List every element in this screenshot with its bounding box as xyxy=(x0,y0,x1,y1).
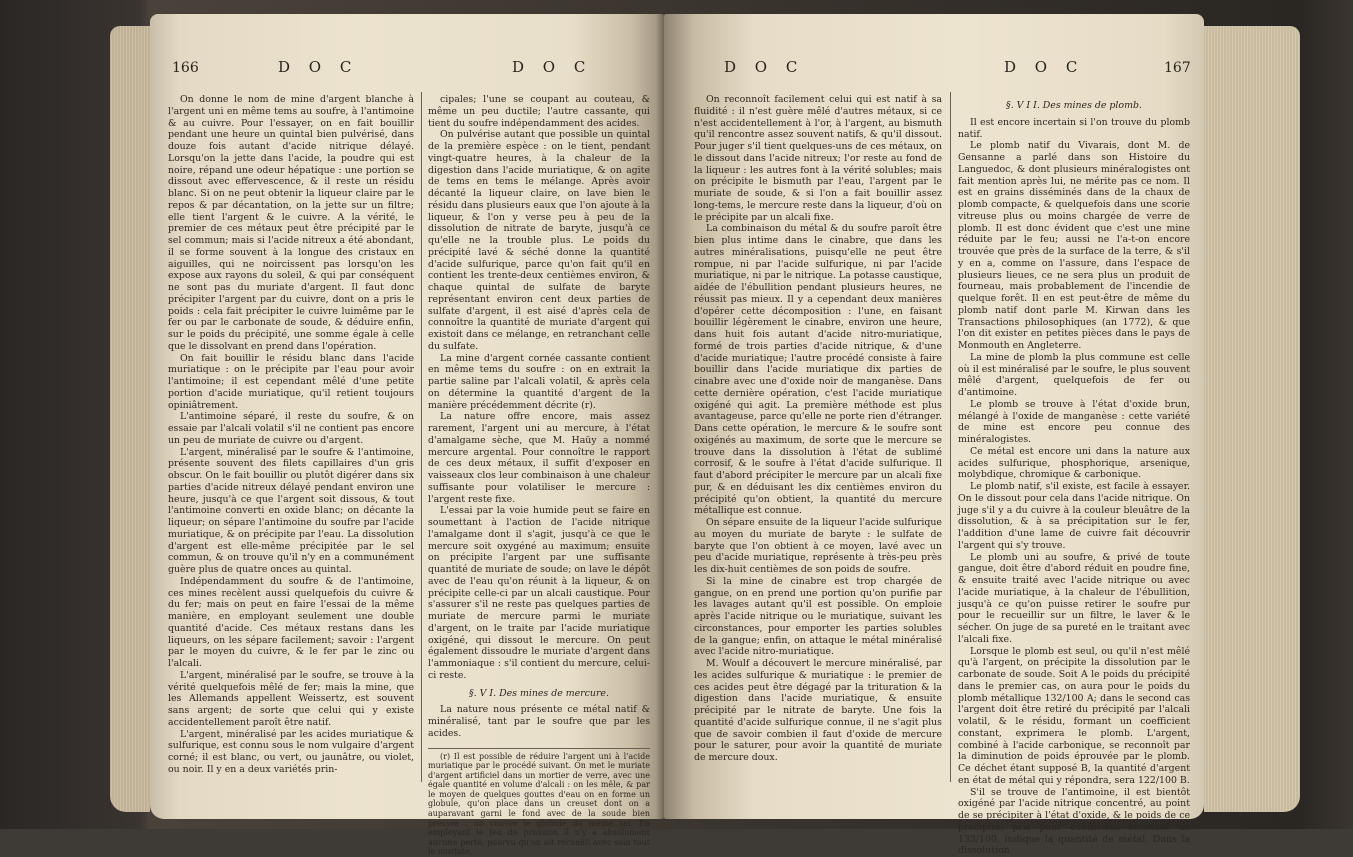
paragraph: S'il se trouve de l'antimoine, il est bientôt oxigéné par l'acide nitrique concentré, au point de se précipiter à l'état d'oxide, & le poids de ce précipité, pris pour coefficient constant de 133/100, indique la quantité de métal. Dans la dissolution xyxy=(958,787,1190,857)
paragraph: L'argent, minéralisé par le soufre, se trouve à la vérité quelquefois mêlé de fer; mais la mine, que les Allemands appellent Weissertz, est souvent sans argent; de sorte que celui qui y existe accidentellement paroît être natif. xyxy=(168,670,414,729)
running-head: D O C xyxy=(1004,58,1084,76)
paragraph: Le plomb se trouve à l'état d'oxide brun, mélangé à l'oxide de manganèse : cette variété de mine est encore peu connue des minéralogistes. xyxy=(958,399,1190,446)
paragraph: On donne le nom de mine d'argent blanche à l'argent uni en même tems au soufre, à l'antimoine & au cuivre. Pour l'essayer, on en fait bouillir pendant une heure un quintal bien pulvérisé, dans douze fois autant d'acide nitrique délayé. Lorsqu'on la jette dans l'acide, la poudre qui est noire, répand une odeur hépatique : une portion se dissout avec effervescence, & il reste un résidu blanc. Si on ne peut obtenir la liqueur claire par le repos & par décantation, on la jette sur un filtre; elle tient l'argent & le cuivre. A la vérité, le premier de ces métaux peut être précipité par le sel commun; mais si l'acide nitreux a été abondant, il se forme souvent à la longue des cristaux en aiguilles, qui ne noircissent pas lorsqu'on les expose aux rayons du soleil, & qui par conséquent ne sont pas du muriate d'argent. Il faut donc précipiter l'argent par du cuivre, dont on a pris le poids : cela fait précipiter le cuivre luimême par le fer ou par le carbonate de soude, & déduire enfin, sur le poids du précipité, une somme égale à celle que le dissolvant en prend dans l'opération. xyxy=(168,94,414,353)
text-column xyxy=(694,94,942,764)
left-page xyxy=(150,14,664,819)
right-page xyxy=(664,14,1204,819)
paragraph: La mine de plomb la plus commune est celle où il est minéralisé par le soufre, le plus souvent mêlé d'argent, quelquefois de fer ou d'antimoine. xyxy=(958,352,1190,399)
paragraph: La nature offre encore, mais assez rarement, l'argent uni au mercure, à l'état d'amalgame sèche, que M. Haüy a nommé mercure argental. Pour connoître le rapport de ces deux métaux, il suffit d'exposer en vaisseaux clos leur combinaison à une chaleur suffisante pour volatiliser le mercure : l'argent reste fixe. xyxy=(428,411,650,505)
paragraph: Si la mine de cinabre est trop chargée de gangue, on en prend une portion qu'on purifie par les lavages autant qu'il est possible. On emploie après l'acide nitrique ou le muriatique, suivant les circonstances, pour emporter les parties solubles de la gangue; enfin, on attaque le métal minéralisé avec l'acide nitro-muriatique. xyxy=(694,576,942,658)
paragraph: Il est encore incertain si l'on trouve du plomb natif. xyxy=(958,117,1190,141)
footnote: (r) Il est possible de réduire l'argent uni à l'acide muriatique par le procédé suivant. On met le muriate d'argent artificiel dans un mortier de verre, avec une égale quantité en volume d'alcali : on les mêle, & par le moyen de quelques gouttes d'eau on en forme un globule, qu'on place dans un creuset dont on a auparavant garni le fond avec de la soude bien pressée : on couvre le globule du même sel. En employant le feu de prussion il n'y a absolument aucune perte, pourvu qu'on ait recueilli avec soin tout le muriate. xyxy=(428,748,650,857)
paragraph: Le plomb natif, s'il existe, est facile à essayer. On le dissout pour cela dans l'acide nitrique. On juge s'il y a du cuivre à la couleur bleuâtre de la dissolution, & à sa précipitation sur le fer, l'addition d'une lame de cuivre fait découvrir l'argent qui s'y trouve. xyxy=(958,481,1190,552)
paragraph: M. Woulf a découvert le mercure minéralisé, par les acides sulfurique & muriatique : le premier de ces acides peut être dégagé par la trituration & la digestion dans l'acide muriatique, & ensuite précipité par le nitrate de baryte. Une fois la quantité d'acide sulfurique connue, il ne s'agit plus que de savoir combien il faut d'oxide de mercure pour le saturer, pour avoir la quantité de muriate de mercure doux. xyxy=(694,658,942,764)
paragraph: On reconnoît facilement celui qui est natif à sa fluidité : il n'est guère mêlé d'autres métaux, si ce n'est accidentellement à l'or, à l'argent, au bismuth qu'il rencontre assez souvent natifs, & qu'il dissout. Pour juger s'il tient quelques-uns de ces métaux, on le dissout dans l'acide nitreux; l'or reste au fond de la liqueur : les autres font à la vérité solubles; mais on précipite le bismuth par l'eau, l'argent par le muriate de soude, & si l'on a fait bouillir assez long-tems, le mercure reste dans la liqueur, d'où on le précipite par un alcali fixe. xyxy=(694,94,942,223)
paragraph: Le plomb uni au soufre, & privé de toute gangue, doit être d'abord réduit en poudre fine, & ensuite traité avec l'acide nitrique ou avec l'acide muriatique, à la chaleur de l'ébullition, jusqu'à ce qu'on puisse retirer le soufre pur pour le recueillir sur un filtre, le laver & le sécher. On juge de sa pureté en le traitant avec l'alcali fixe. xyxy=(958,552,1190,646)
column-rule xyxy=(421,92,422,782)
paragraph: La combinaison du métal & du soufre paroît être bien plus intime dans le cinabre, que dans les autres minéralisations, puisqu'elle ne peut être rompue, ni par l'acide sulfurique, ni par l'acide muriatique, ni par le nitrique. La potasse caustique, aidée de l'ébullition pendant plusieurs heures, ne réussit pas mieux. Il y a cependant deux manières d'opérer cette décomposition : l'une, en faisant bouillir légèrement le cinabre, environ une heure, dans huit fois autant d'acide nitro-muriatique, formé de trois parties d'acide nitrique, & d'une d'acide muriatique; l'autre procédé consiste à faire bouillir dans l'acide muriatique dix parties de cinabre avec une d'oxide noir de manganèse. Dans cette dernière opération, c'est l'acide muriatique oxigéné qui agit. La première méthode est plus avantageuse, parce qu'elle ne porte rien d'étranger. Dans cette opération, le mercure & le soufre sont oxigénés au maximum, de sorte que le mercure se trouve dans la dissolution à l'état de sublimé corrosif, & le soufre à l'état d'acide sulfurique. Il faut d'abord précipiter le mercure par un alcali fixe pur, & en déduisant les dix centièmes environ du précipité qu'on obtient, la quantité du mercure métallique est connue. xyxy=(694,223,942,517)
paragraph: La nature nous présente ce métal natif & minéralisé, tant par le soufre que par les acides. xyxy=(428,704,650,739)
running-head: D O C xyxy=(512,58,592,76)
right-page-edges xyxy=(1204,26,1300,812)
running-head: D O C xyxy=(724,58,804,76)
column-rule xyxy=(950,92,951,782)
paragraph: cipales; l'une se coupant au couteau, & même un peu ductile; l'autre cassante, qui tient du soufre indépendamment des acides. xyxy=(428,94,650,129)
paragraph: Le plomb natif du Vivarais, dont M. de Gensanne a parlé dans son Histoire du Languedoc, & dont plusieurs minéralogistes ont fait mention après lui, ne mérite pas ce nom. Il est en grains disséminés dans de la chaux de plomb compacte, & quelquefois dans une scorie vitreuse plus ou moins chargée de verre de plomb. Il est donc évident que c'est une mine réduite par le feu; aussi ne l'a-t-on encore trouvée que près de la surface de la terre, & s'il y en a, comme on l'assure, dans l'espace de plusieurs lieues, ce ne sera plus un produit de fourneau, mais probablement de l'incendie de quelque forêt. Il en est peut-être de même du plomb natif dont parle M. Kirwan dans les Transactions philosophiques (an 1772), & que l'on dit exister en petites pièces dans le pays de Monmouth en Angleterre. xyxy=(958,140,1190,352)
text-column xyxy=(168,94,414,776)
page-number: 167 xyxy=(1164,60,1191,76)
paragraph: L'argent, minéralisé par le soufre & l'antimoine, présente souvent des filets capillaires d'un gris obscur. On le fait bouillir ou plutôt digérer dans six parties d'acide nitreux délayé pendant environ une heure, jusqu'à ce que l'argent soit dissous, & tout l'antimoine converti en oxide blanc; on décante la liqueur; on sépare l'antimoine du soufre par l'acide muriatique, & on précipite par l'eau. La dissolution d'argent est elle-même précipitée par le sel commun, & on trouve qu'il n'y en a communément guère plus de quatre onces au quintal. xyxy=(168,447,414,576)
paragraph: L'antimoine séparé, il reste du soufre, & on essaie par l'alcali volatil s'il ne contient pas encore un peu de muriate de cuivre ou d'argent. xyxy=(168,411,414,446)
section-heading: §. V I. Des mines de mercure. xyxy=(428,688,650,700)
section-heading: §. V I I. Des mines de plomb. xyxy=(958,100,1190,112)
paragraph: On pulvérise autant que possible un quintal de la première espèce : on le tient, pendant vingt-quatre heures, à la chaleur de la digestion dans l'acide muriatique, & on agite de tems en tems le mélange. Après avoir décanté la liqueur claire, on lave bien le résidu dans plusieurs eaux que l'on ajoute à la liqueur, & l'on y verse peu à peu de la dissolution de nitrate de baryte, jusqu'à ce qu'elle ne la trouble plus. Le poids du précipité lavé & séché donne la quantité d'acide sulfurique, parce qu'on fait qu'il en contient les trente-deux centièmes environ, & chaque quintal de sulfate de baryte représentant environ cent deux parties de sulfate d'argent, il est aisé d'après cela de connoître la quantité de muriate d'argent qui existoit dans ce mélange, en retranchant celle du sulfate. xyxy=(428,129,650,352)
paragraph: L'essai par la voie humide peut se faire en soumettant à l'action de l'acide nitrique l'amalgame dont il s'agit, jusqu'à ce que le mercure soit oxygéné au maximum; ensuite on précipite l'argent par une suffisante quantité de muriate de soude; on lave le dépôt avec de l'eau qu'on réunit à la liqueur, & on précipite celle-ci par un alcali caustique. Pour s'assurer s'il ne reste pas quelques parties de muriate de mercure parmi le muriate d'argent, on le traite par l'acide muriatique oxigéné, qui dissout le mercure. On peut également dissoudre le muriate d'argent dans l'ammoniaque : s'il contient du mercure, celui-ci reste. xyxy=(428,505,650,681)
running-head: D O C xyxy=(278,58,358,76)
paragraph: L'argent, minéralisé par les acides muriatique & sulfurique, est connu sous le nom vulgaire d'argent corné; il est blanc, ou vert, ou jaunâtre, ou violet, ou noir. Il y en a deux variétés prin- xyxy=(168,729,414,776)
paragraph: Ce métal est encore uni dans la nature aux acides sulfurique, phosphorique, arsenique, molybdique, chromique & carbonique. xyxy=(958,446,1190,481)
page-number: 166 xyxy=(172,60,199,76)
text-column xyxy=(428,94,650,857)
paragraph: Indépendamment du soufre & de l'antimoine, ces mines recèlent aussi quelquefois du cuivre & du fer; mais on peut en faire l'essai de la même manière, en employant seulement une double quantité d'acide. Ces métaux restans dans les liqueurs, on les sépare facilement; savoir : l'argent par le moyen du cuivre, & le fer par le zinc ou l'alcali. xyxy=(168,576,414,670)
paragraph: On sépare ensuite de la liqueur l'acide sulfurique au moyen du muriate de baryte : le sulfate de baryte que l'on obtient à ce moyen, lavé avec un peu d'acide muriatique, représente à très-peu près les dix-huit centièmes de son poids de soufre. xyxy=(694,517,942,576)
paragraph: On fait bouillir le résidu blanc dans l'acide muriatique : on le précipite par l'eau pour avoir l'antimoine; il est cependant mêlé d'une petite portion d'acide muriatique, qu'il retient toujours opiniâtrement. xyxy=(168,353,414,412)
paragraph: La mine d'argent cornée cassante contient en même tems du soufre : on en extrait la partie saline par l'alcali volatil, & après cela on détermine la quantité d'argent de la manière précédemment décrite (r). xyxy=(428,353,650,412)
paragraph: Lorsque le plomb est seul, ou qu'il n'est mêlé qu'à l'argent, on précipite la dissolution par le carbonate de soude. Soit A le poids du précipité dans le premier cas, on aura pour le poids du plomb métallique 132/100 A; dans le second cas l'argent doit être retiré du précipité par l'alcali volatil, & le résidu, formant un coefficient constant, exprimera le plomb. L'argent, combiné à l'acide carbonique, se reconnoît par la diminution de poids éprouvée par le plomb. Ce déchet étant supposé B, la quantité d'argent en état de métal qui y répondra, sera 122/100 B. xyxy=(958,646,1190,787)
left-page-edges xyxy=(110,26,150,812)
text-column xyxy=(958,94,1190,857)
